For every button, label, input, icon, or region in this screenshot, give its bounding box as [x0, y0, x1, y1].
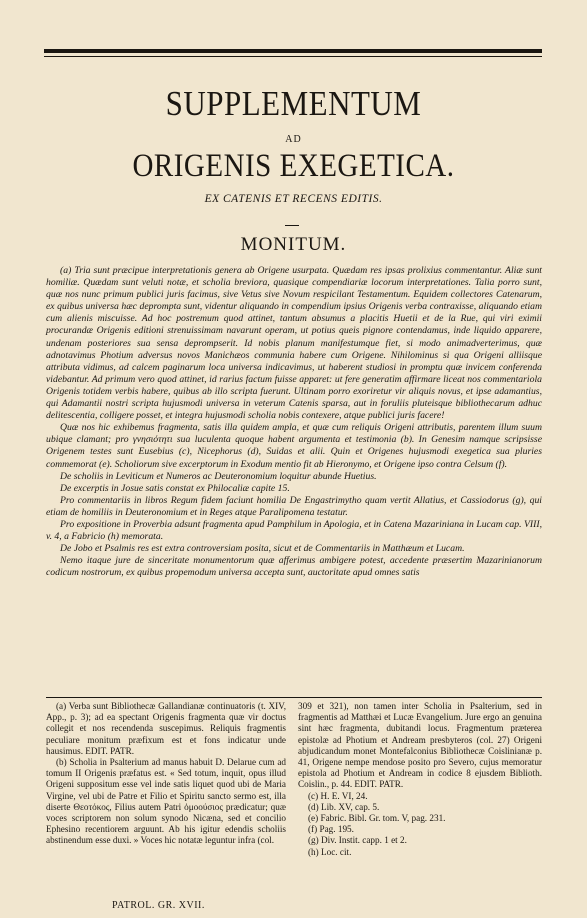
- footnotes-right-column: [298, 701, 542, 858]
- footnote-rule: [46, 697, 542, 698]
- paragraph-6: Pro expositione in Proverbia adsunt fragmenta apud Pamphilum in Apologia, et in Catena Mazariniana in Lucam cap. VIII, v. 4, a Fabricio (h) memorata.: [46, 518, 542, 543]
- header-rule-thin: [44, 56, 542, 57]
- footnote-e: (e) Fabric. Bibl. Gr. tom. V, pag. 231.: [308, 813, 446, 824]
- paragraph-8: Nemo itaque jure de sinceritate monumentorum quæ afferimus ambigere potest, accedente præsertim Mazarinianorum codicum nostrorum, ex quibus propemodum universa accepta sunt, auctoritate apud omnes satis: [46, 555, 542, 579]
- title-supplementum: SUPPLEMENTUM: [165, 83, 422, 124]
- footnote-b-continued: 309 et 321), non tamen inter Scholia in Psalterium, sed in fragmentis ad Matthæi et Lucæ Evangelium. Jure ergo an genuina sint hæc fragmenta, dubitandi locus. Fragmentum præterea epistolæ ad Photium et Andream presbyteros (col. 27) Origeni abjudicandum monet Montefalconius Bibliothecæ Coislinianæ p. 41, Origene nempe mendose posito pro Severo, cujus memoratur epistola ad Photium et Andream in codice 8 ejusdem Biblioth. Coislin., p. 44. EDIT. PATR.: [298, 701, 542, 790]
- title-dash: [285, 225, 299, 226]
- footnote-a: (a) Verba sunt Bibliothecæ Gallandianæ continuatoris (t. XIV, App., p. 3); ad ea spectant Origenis fragmenta quæ vir doctus collegit et nos recendenda suscepimus. Reliquis fragmentis peculiare monitum præfixum est et fons indicatur unde hausimus. EDIT. PATR.: [46, 701, 286, 756]
- header-rule-thick: [44, 49, 542, 53]
- footnote-h: (h) Loc. cit.: [308, 846, 352, 857]
- subtitle: EX CATENIS ET RECENS EDITIS.: [204, 193, 383, 205]
- section-title-monitum: MONITUM.: [240, 234, 347, 255]
- paragraph-7: De Jobo et Psalmis res est extra controversiam posita, sicut et de Commentariis in Matthæum et Lucam.: [60, 543, 465, 555]
- footnote-f: (f) Pag. 195.: [308, 824, 354, 835]
- signature-mark: PATROL. GR. XVII.: [112, 900, 205, 911]
- monitum-body: [46, 265, 542, 579]
- footnotes-left-column: [46, 701, 286, 847]
- paragraph-3: De scholiis in Leviticum et Numeros ac Deuteronomium loquitur abunde Huetius.: [60, 470, 377, 482]
- title-ad: AD: [285, 134, 302, 145]
- paragraph-2: Quæ nos hic exhibemus fragmenta, satis illa quidem ampla, et quæ cum reliquis Origeni attributis, parentem illum suum ubique clamant; pro γνησιότητι sua luculenta quoque habent argumenta et testimonia (b). In Genesim namque scripsisse Origenem testes sunt Eusebius (c), Nicephorus (d), Suidas et alii. Quin et Origenes hujusmodi exegetica sua pluries commemorat (e). Scholiorum sive excerptorum in Exodum mentio fit ab Hieronymo, et Origene ipso contra Celsum (f).: [46, 422, 542, 470]
- footnote-d: (d) Lib. XV, cap. 5.: [308, 801, 380, 812]
- title-origenis-exegetica: ORIGENIS EXEGETICA.: [132, 148, 455, 184]
- footnote-c: (c) H. E. VI, 24.: [308, 790, 368, 801]
- paragraph-1: (a) Tria sunt præcipue interpretationis genera ab Origene usurpata. Quædam res ipsas prolixius commentantur. Aliæ sunt homiliæ. Quædam sunt veluti notæ, et scholia breviora, quasique compendiariæ locorum interpretationes. Talia porro sunt, quæ nos nunc primum publici juris facimus, sive Vetus sive Novum respicilant Testamentum. Equidem collectores Catenarum, ex quibus universa hæc deprompta sunt, videntur aliquando in compendium ipsius Origenis verba contraxisse, aliquando etiam cum alienis miscuisse. Ad hoc postremum quod attinet, tantum absumus a placitis Huetii et de la Rue, qui viri eximii procurandæ Origenis editioni strenuissimam navarunt operam, ut potius queis pignore contendamus, inde liquido apparere, undenam posteriores sua sensa deprompserit. Id nobis planum manifestumque fiet, si modo animadverterimus, quæ adnotavimus Photium adversus novos Manichæos communia habere cum Origene. Nihilominus si qua Origeni alliisque attributa vidimus, ad calcem paginarum loca universa indicavimus, ut haberent studiosi in promptu quæ invicem conferenda videbantur. Ad primum vero quod attinet, id rarius factum fuisse apparet: ut fere generatim affirmare liceat nos commentariola Origenis totidem verbis habere, quibus ab illo scripta fuerunt. Ultinam porro exoriretur vir aliquis novus, et ipse adamantius, qui Adamantii nostri scripta hujusmodi universa in veterum Catenis sparsa, aut in foruliis pluteisque bibliothecarum adhuc delitescentia, colligere posset, et integra hujusmodi scholia nobis contexere, atque publici juris facere!: [46, 265, 542, 422]
- paragraph-4: De excerptis in Josue satis constat ex Philocaliæ capite 15.: [60, 482, 290, 494]
- footnote-b: (b) Scholia in Psalterium ad manus habuit D. Delarue cum ad tomum II Origenis præfatus est. « Sed totum, inquit, opus illud Origeni suppositum esse vel inde satis liquet quod ubi de Maria Virgine, vel ubi de Patre et Filio et Spiritu sancto sermo est, illa diserte Θεοτόκος, Filius autem Patri ὁμοούσιος prædicatur; quæ voces scriptorem non solum synodo Nicæna, sed et concilio Ephesino recentiorem arguunt. Ab his igitur edendis scholiis abstinendum esse duxi. » Voces hic notatæ leguntur infra (col.: [46, 757, 286, 846]
- footnote-g: (g) Div. Instit. capp. 1 et 2.: [308, 835, 407, 846]
- paragraph-5: Pro commentariis in libros Regum fidem faciunt homilia De Engastrimytho quam vertit Allatius, et Cassiodorus (g), qui etiam de homiliis in Deuteronomium et in Reges atque Paralipomena testatur.: [46, 494, 542, 518]
